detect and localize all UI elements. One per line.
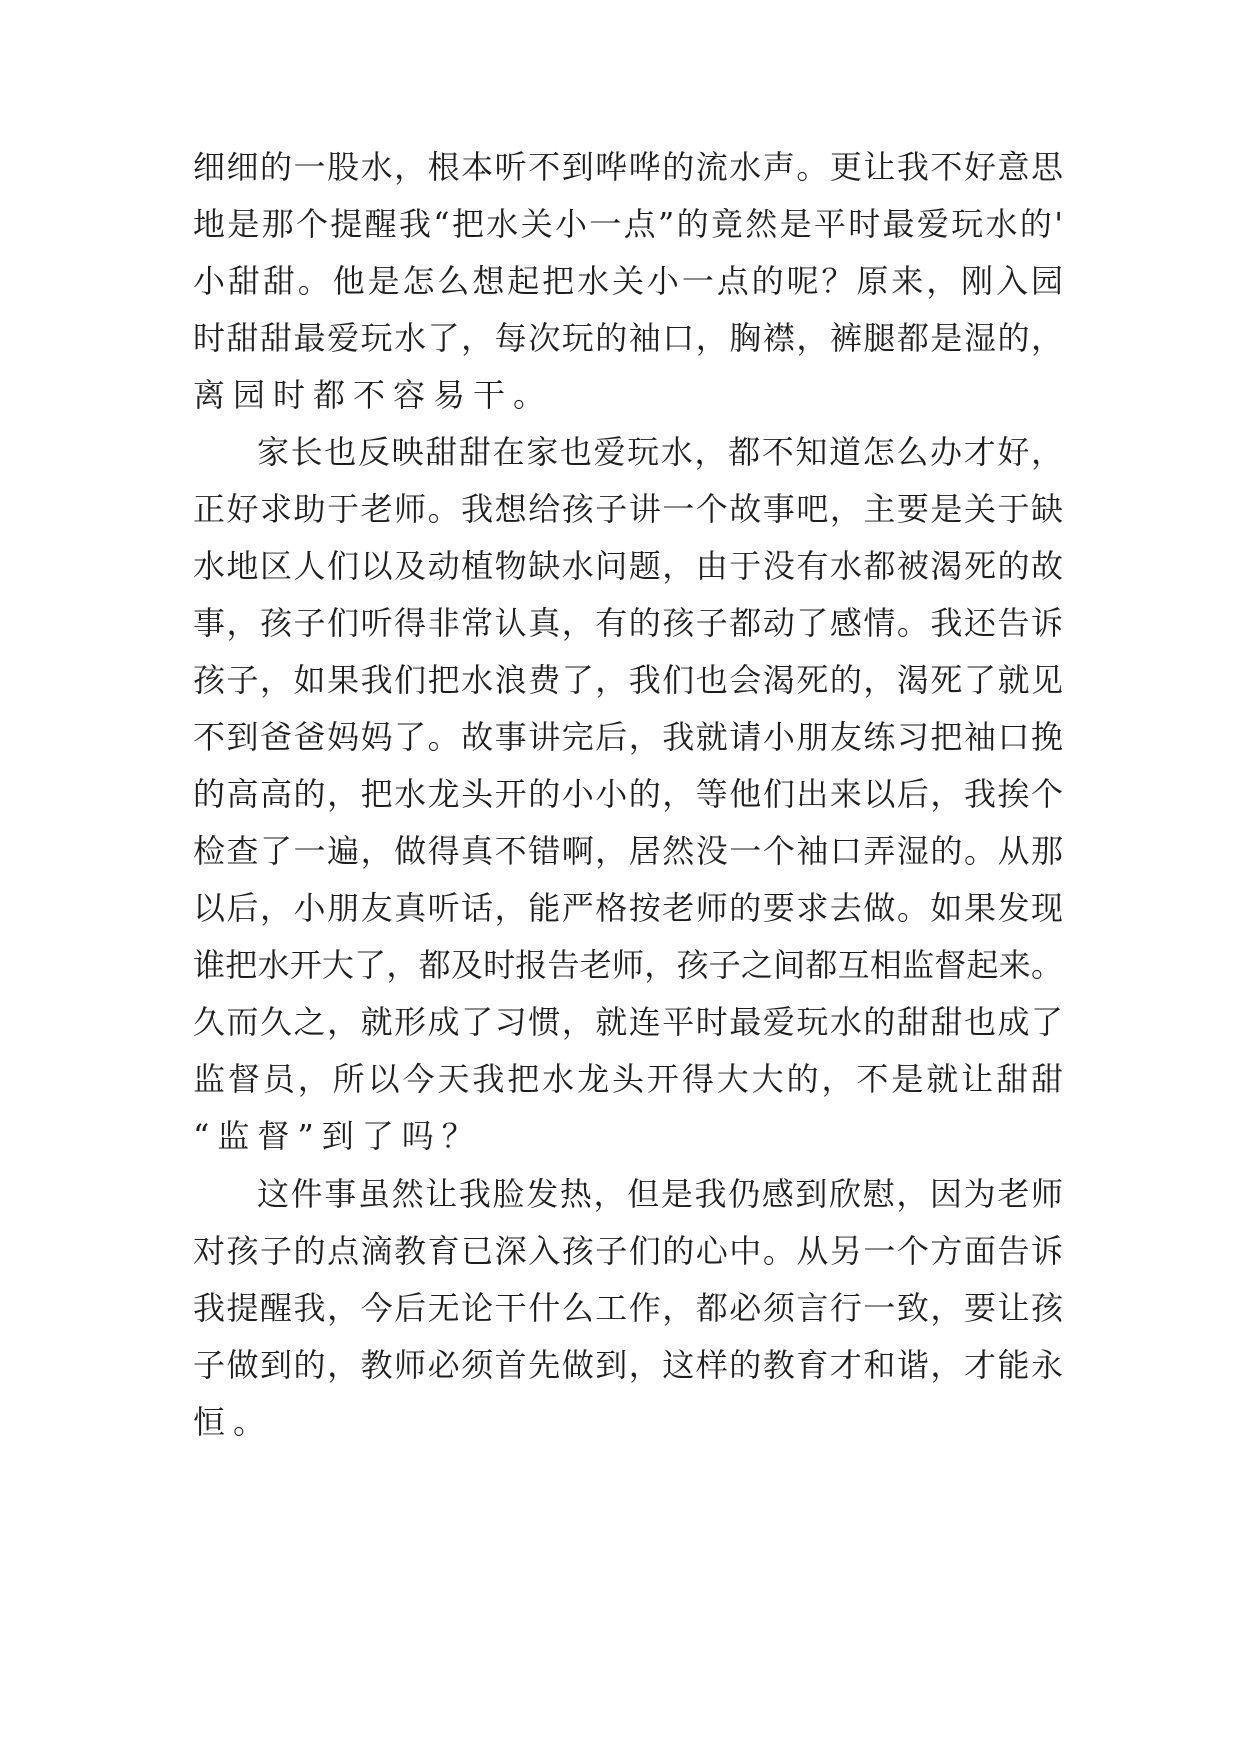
text-line: 水地区人们以及动植物缺水问题，由于没有水都被渴死的故 (193, 547, 1063, 585)
text-line: 孩子，如果我们把水浪费了，我们也会渴死的，渴死了就见 (193, 661, 1063, 699)
text-line: 监督员，所以今天我把水龙头开得大大的，不是就让甜甜 (193, 1060, 1063, 1098)
text-line: 检查了一遍，做得真不错啊，居然没一个袖口弄湿的。从那 (193, 832, 1063, 870)
text-line: 子做到的，教师必须首先做到，这样的教育才和谐，才能永 (193, 1346, 1063, 1384)
text-line: 正好求助于老师。我想给孩子讲一个故事吧，主要是关于缺 (193, 490, 1063, 528)
text-line: “监督”到了吗？ (193, 1117, 482, 1155)
text-line: 对孩子的点滴教育已深入孩子们的心中。从另一个方面告诉 (193, 1232, 1063, 1270)
text-line: 不到爸爸妈妈了。故事讲完后，我就请小朋友练习把袖口挽 (193, 718, 1063, 756)
text-line: 地是那个提醒我“把水关小一点”的竟然是平时最爱玩水的' (193, 205, 1063, 243)
text-line: 事，孩子们听得非常认真，有的孩子都动了感情。我还告诉 (193, 604, 1063, 642)
text-line: 谁把水开大了，都及时报告老师，孩子之间都互相监督起来。 (193, 946, 1063, 984)
text-line: 以后，小朋友真听话，能严格按老师的要求去做。如果发现 (193, 889, 1063, 927)
text-line: 久而久之，就形成了习惯，就连平时最爱玩水的甜甜也成了 (193, 1003, 1063, 1041)
text-line: 小甜甜。他是怎么想起把水关小一点的呢？原来，刚入园 (193, 262, 1063, 300)
text-line: 我提醒我，今后无论干什么工作，都必须言行一致，要让孩 (193, 1289, 1063, 1327)
text-line: 离园时都不容易干。 (193, 376, 554, 414)
text-line: 时甜甜最爱玩水了，每次玩的袖口，胸襟，裤腿都是湿的， (193, 319, 1063, 357)
paragraph-first-line: 家长也反映甜甜在家也爱玩水，都不知道怎么办才好， (257, 433, 1063, 471)
text-line: 恒。 (193, 1403, 274, 1441)
text-line: 细细的一股水，根本听不到哗哗的流水声。更让我不好意思 (193, 148, 1063, 186)
paragraph-first-line: 这件事虽然让我脸发热，但是我仍感到欣慰，因为老师 (257, 1175, 1063, 1213)
text-line: 的高高的，把水龙头开的小小的，等他们出来以后，我挨个 (193, 775, 1063, 813)
